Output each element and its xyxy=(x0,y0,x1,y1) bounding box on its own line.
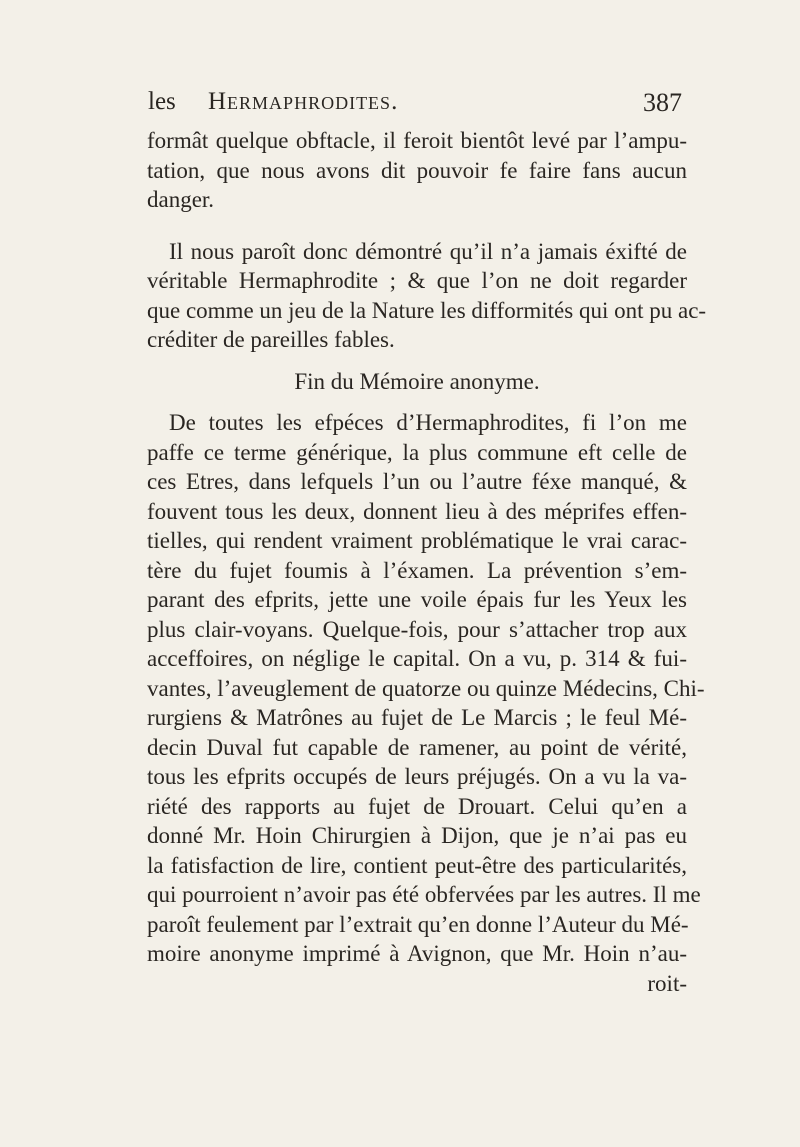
catchword: roit- xyxy=(647,970,687,996)
text-line: ces Etres, dans lefquels l’un ou l’autre féxe manqué, & xyxy=(147,469,687,494)
text-line: moire anonyme imprimé à Avignon, que Mr. Hoin n’au- xyxy=(147,941,687,966)
text-line: la fatisfaction de lire, contient peut-être des particularités, xyxy=(147,852,687,878)
text-line: riété des rapports au fujet de Drouart. Celui qu’en a xyxy=(147,793,687,819)
paragraph-1 xyxy=(147,126,687,215)
running-head-article: les xyxy=(148,88,176,115)
text-line: qui pourroient n’avoir pas été obfervées par les autres. Il me xyxy=(147,882,701,907)
text-line: Il nous paroît donc démontré qu’il n’a jamais éxifté de xyxy=(169,238,687,264)
text-line: vantes, l’aveuglement de quatorze ou quinze Médecins, Chi- xyxy=(147,675,705,701)
text-line: que comme un jeu de la Nature les difformités qui ont pu ac- xyxy=(147,297,707,323)
text-line: parant des efprits, jette une voile épais fur les Yeux les xyxy=(147,587,687,612)
running-head xyxy=(148,88,682,122)
text-line: plus clair-voyans. Quelque-fois, pour s’attacher trop aux xyxy=(147,616,687,642)
page-number: 387 xyxy=(643,88,682,117)
text-line: De toutes les efpéces d’Hermaphrodites, fi l’on me xyxy=(169,410,687,435)
text-line: donné Mr. Hoin Chirurgien à Dijon, que je n’ai pas eu xyxy=(147,823,687,848)
text-line: danger. xyxy=(147,187,215,212)
paragraph-3 xyxy=(147,408,705,969)
end-of-memoir-line: Fin du Mémoire anonyme. xyxy=(294,368,540,394)
text-line: créditer de pareilles fables. xyxy=(147,327,395,352)
text-line: fouvent tous les deux, donnent lieu à des méprifes effen- xyxy=(147,498,687,524)
text-line: tère du fujet foumis à l’éxamen. La prévention s’em- xyxy=(147,557,687,583)
text-line: tielles, qui rendent vraiment problématique le vrai carac- xyxy=(147,528,687,553)
text-line: rurgiens & Matrônes au fujet de Le Marcis ; le feul Mé- xyxy=(147,705,687,730)
text-line: paffe ce terme générique, la plus commune eft celle de xyxy=(147,439,687,465)
paragraph-2 xyxy=(147,237,707,355)
text-line: formât quelque obftacle, il feroit bientôt levé par l’ampu- xyxy=(147,128,687,153)
text-line: tous les efprits occupés de leurs préjugés. On a vu la va- xyxy=(147,764,687,789)
running-head-title: Hermaphrodites. xyxy=(208,88,399,115)
text-line: tation, que nous avons dit pouvoir fe faire fans aucun xyxy=(147,157,687,183)
text-line: véritable Hermaphrodite ; & que l’on ne doit regarder xyxy=(147,268,687,293)
body-text xyxy=(147,126,707,998)
text-line: acceffoires, on néglige le capital. On a vu, p. 314 & fui- xyxy=(147,646,687,671)
text-line: decin Duval fut capable de ramener, au point de vérité, xyxy=(147,734,687,760)
text-line: paroît feulement par l’extrait qu’en donne l’Auteur du Mé- xyxy=(147,911,689,937)
